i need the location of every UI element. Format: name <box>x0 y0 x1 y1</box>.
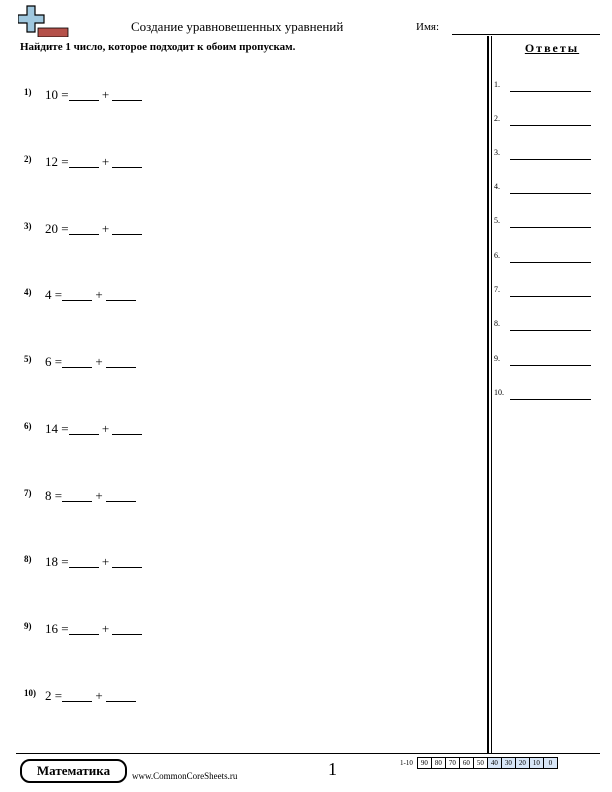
answer-line[interactable] <box>510 262 591 263</box>
answer-blank[interactable] <box>112 90 142 101</box>
answer-number: 2. <box>494 114 500 123</box>
answer-number: 9. <box>494 354 500 363</box>
problem-number: 1) <box>24 87 32 97</box>
score-cell: 60 <box>459 758 473 769</box>
answer-row-9 <box>494 354 604 368</box>
worksheet-title: Создание уравновешенных уравнений <box>131 19 344 34</box>
answer-blank[interactable] <box>69 557 99 568</box>
answer-number: 10. <box>494 388 504 397</box>
score-cell: 90 <box>417 758 431 769</box>
answer-row-10 <box>494 388 604 402</box>
problem-number: 4) <box>24 287 32 297</box>
score-cell: 40 <box>487 758 501 769</box>
problem-equation: 20 = + <box>45 221 142 237</box>
answer-blank[interactable] <box>112 424 142 435</box>
answer-row-1 <box>494 80 604 94</box>
problem-number: 6) <box>24 421 32 431</box>
column-divider <box>487 36 489 753</box>
answer-line[interactable] <box>510 330 591 331</box>
answer-number: 5. <box>494 216 500 225</box>
problem-number: 10) <box>24 688 36 698</box>
answer-blank[interactable] <box>112 624 142 635</box>
score-cell: 20 <box>515 758 529 769</box>
problem-equation: 14 = + <box>45 421 142 437</box>
answer-number: 7. <box>494 285 500 294</box>
problem-equation: 18 = + <box>45 554 142 570</box>
problem-equation: 2 = + <box>45 688 136 704</box>
problem-equation: 10 = + <box>45 87 142 103</box>
answer-blank[interactable] <box>62 691 92 702</box>
score-cell: 10 <box>529 758 543 769</box>
website-link[interactable]: www.CommonCoreSheets.ru <box>132 771 238 781</box>
answer-row-3 <box>494 148 604 162</box>
score-table <box>398 757 558 769</box>
problem-equation: 4 = + <box>45 287 136 303</box>
name-label: Имя: <box>416 21 440 33</box>
answer-line[interactable] <box>510 91 591 92</box>
answer-row-2 <box>494 114 604 128</box>
problem-equation: 12 = + <box>45 154 142 170</box>
problem-number: 8) <box>24 554 32 564</box>
score-cell: 30 <box>501 758 515 769</box>
answer-line[interactable] <box>510 296 591 297</box>
answer-row-4 <box>494 182 604 196</box>
column-divider-inner <box>491 36 492 753</box>
answer-number: 3. <box>494 148 500 157</box>
answer-blank[interactable] <box>69 424 99 435</box>
page-number: 1 <box>328 759 337 779</box>
name-line <box>452 34 600 35</box>
answer-blank[interactable] <box>62 357 92 368</box>
score-cell: 80 <box>431 758 445 769</box>
answer-number: 6. <box>494 251 500 260</box>
answer-line[interactable] <box>510 365 591 366</box>
answer-blank[interactable] <box>106 357 136 368</box>
answer-number: 1. <box>494 80 500 89</box>
score-cell: 50 <box>473 758 487 769</box>
answer-number: 4. <box>494 182 500 191</box>
problem-number: 5) <box>24 354 32 364</box>
answer-blank[interactable] <box>112 557 142 568</box>
answer-blank[interactable] <box>106 290 136 301</box>
answer-line[interactable] <box>510 159 591 160</box>
answer-blank[interactable] <box>112 224 142 235</box>
answer-blank[interactable] <box>106 691 136 702</box>
problem-number: 9) <box>24 621 32 631</box>
answer-row-8 <box>494 319 604 333</box>
answer-blank[interactable] <box>69 224 99 235</box>
answer-blank[interactable] <box>112 157 142 168</box>
footer-rule <box>16 753 600 754</box>
answer-line[interactable] <box>510 227 591 228</box>
problem-number: 7) <box>24 488 32 498</box>
answer-blank[interactable] <box>69 624 99 635</box>
score-cell: 70 <box>445 758 459 769</box>
answers-title: Ответы <box>524 41 580 55</box>
problem-equation: 8 = + <box>45 488 136 504</box>
problem-equation: 16 = + <box>45 621 142 637</box>
answer-row-6 <box>494 251 604 265</box>
answer-row-5 <box>494 216 604 230</box>
problem-number: 2) <box>24 154 32 164</box>
plus-logo-icon <box>18 5 70 37</box>
subject-badge: Математика <box>20 759 127 783</box>
score-label: 1-10 <box>400 759 413 767</box>
score-cell: 0 <box>543 758 557 769</box>
answer-line[interactable] <box>510 399 591 400</box>
answer-line[interactable] <box>510 125 591 126</box>
answer-blank[interactable] <box>69 90 99 101</box>
answer-line[interactable] <box>510 193 591 194</box>
answer-row-7 <box>494 285 604 299</box>
answer-blank[interactable] <box>62 491 92 502</box>
answer-blank[interactable] <box>106 491 136 502</box>
instructions: Найдите 1 число, которое подходит к обоим пропускам. <box>20 41 296 53</box>
answer-blank[interactable] <box>69 157 99 168</box>
problem-equation: 6 = + <box>45 354 136 370</box>
problem-number: 3) <box>24 221 32 231</box>
answer-number: 8. <box>494 319 500 328</box>
answer-blank[interactable] <box>62 290 92 301</box>
